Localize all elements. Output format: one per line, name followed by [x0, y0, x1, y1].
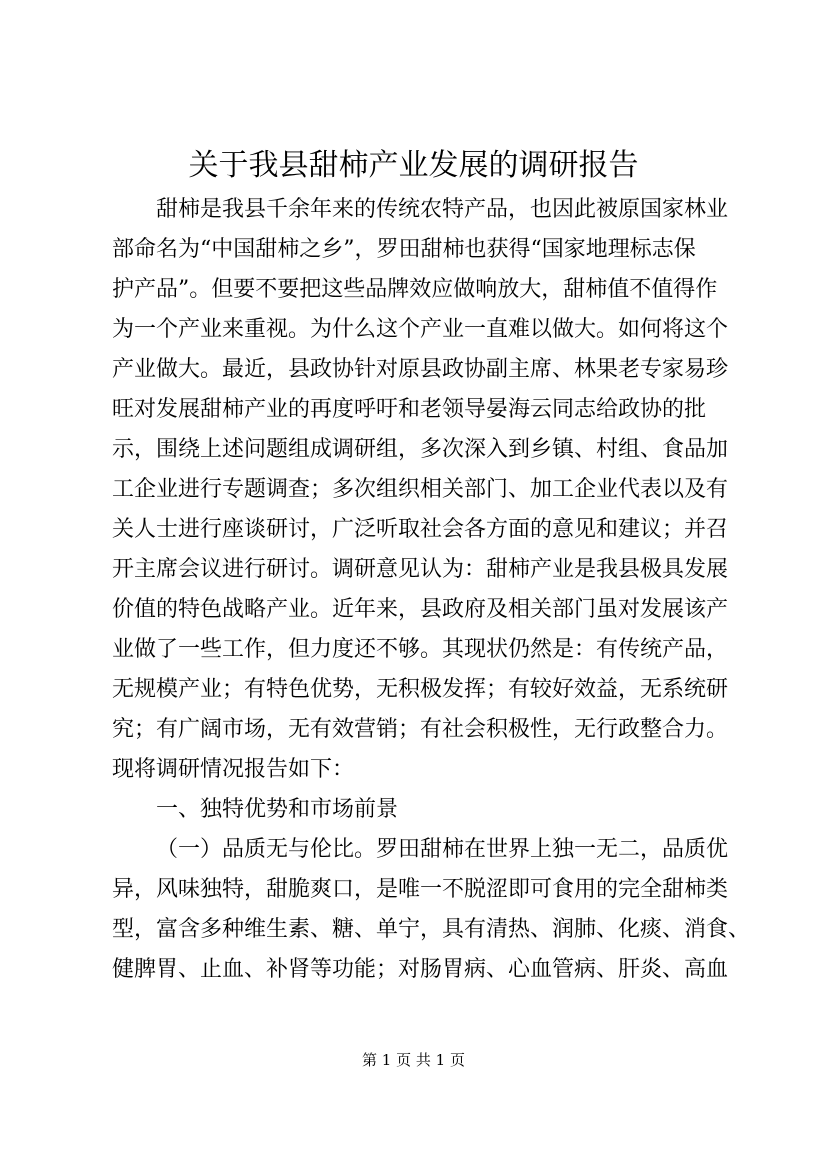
document-title: 关于我县甜柿产业发展的调研报告: [188, 148, 639, 183]
body-line: 究；有广阔市场，无有效营销；有社会积极性，无行政整合力。: [112, 717, 729, 742]
body-line: 产业做大。最近，县政协针对原县政协副主席、林果老专家易珍: [112, 357, 729, 382]
body-line: 示，围绕上述问题组成调研组，多次深入到乡镇、村组、食品加: [112, 437, 729, 462]
subsection-heading-line: （一）品质无与伦比。罗田甜柿在世界上独一无二，品质优: [156, 837, 729, 862]
body-line: 无规模产业；有特色优势，无积极发挥；有较好效益，无系统研: [112, 677, 729, 702]
section-heading: 一、独特优势和市场前景: [156, 797, 399, 822]
body-line: 异，风味独特，甜脆爽口，是唯一不脱涩即可食用的完全甜柿类: [112, 877, 729, 902]
body-line: 型，富含多种维生素、糖、单宁，具有清热、润肺、化痰、消食、: [112, 917, 751, 942]
body-line: 健脾胃、止血、补肾等功能；对肠胃病、心血管病、肝炎、高血: [112, 957, 729, 982]
body-line: 旺对发展甜柿产业的再度呼吁和老领导晏海云同志给政协的批: [112, 397, 707, 422]
body-line: 甜柿是我县千余年来的传统农特产品，也因此被原国家林业: [156, 197, 729, 222]
body-line: 工企业进行专题调查；多次组织相关部门、加工企业代表以及有: [112, 477, 729, 502]
body-line: 业做了一些工作，但力度还不够。其现状仍然是：有传统产品，: [112, 637, 729, 662]
body-line: 关人士进行座谈研讨，广泛听取社会各方面的意见和建议；并召: [112, 517, 729, 542]
document-body: [112, 190, 752, 990]
body-line: 开主席会议进行研讨。调研意见认为：甜柿产业是我县极具发展: [112, 557, 729, 582]
body-line: 部命名为“中国甜柿之乡”，罗田甜柿也获得“国家地理标志保: [112, 237, 696, 262]
page-footer: 第 1 页 共 1 页: [362, 1051, 465, 1069]
body-line: 现将调研情况报告如下：: [112, 757, 355, 782]
body-line: 为一个产业来重视。为什么这个产业一直难以做大。如何将这个: [112, 317, 729, 342]
body-line: 价值的特色战略产业。近年来，县政府及相关部门虽对发展该产: [112, 597, 729, 622]
body-line: 护产品”。但要不要把这些品牌效应做响放大，甜柿值不值得作: [112, 277, 718, 302]
